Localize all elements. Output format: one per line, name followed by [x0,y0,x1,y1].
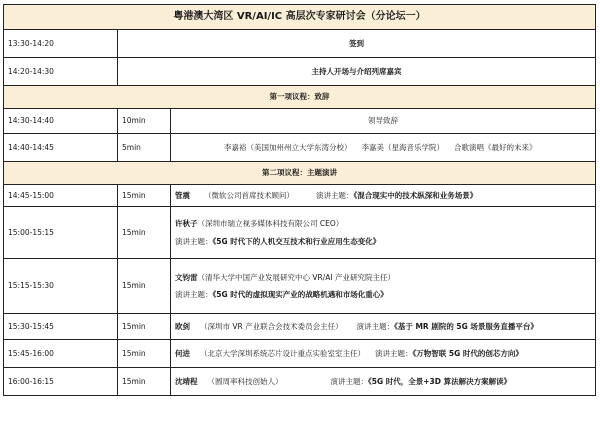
topic: 《5G 时代的虚拟现实产业的战略机遇和市场化重心》 [212,290,388,299]
title-row [4,5,596,30]
topic-label: 演讲主题： [330,376,368,386]
duration-cell: 15min [118,185,171,207]
content-cell: 签到 [118,30,596,58]
topic-label: 演讲主题： [175,236,213,246]
duration-cell: 5min [118,134,171,162]
topic-label: 演讲主题： [175,290,213,299]
duration-cell: 15min [118,340,171,368]
time-cell: 13:30-14:20 [4,30,118,58]
topic-label: 演讲主题： [316,190,354,200]
content-cell [171,134,596,162]
content-cell: 主持人开场与介绍列席嘉宾 [118,58,596,86]
time-cell: 16:00-16:15 [4,368,118,396]
section1-heading: 第一项议程：致辞 [4,86,596,109]
content-cell [171,314,596,340]
time-cell: 14:45-15:00 [4,185,118,207]
topic-label: 演讲主题： [375,348,413,358]
agenda-sheet [3,4,595,396]
time-cell: 15:00-15:15 [4,207,118,259]
topic: 《混合现实中的技术纵深和业务场景》 [353,190,478,200]
speaker-name: 管震 [175,190,190,200]
speaker-org: （深圳市瑞立视多媒体科技有限公司 CEO） [197,219,344,229]
speaker-name: 沈靖程 [175,376,198,386]
content-cell [171,259,596,314]
performance: 合歌演唱《最好的未来》 [454,142,537,152]
content-cell [171,207,596,259]
speaker-name: 文钧雷 [175,272,198,282]
content-cell [171,340,596,368]
section-heading-row [4,86,596,109]
agenda-row [4,134,596,162]
agenda-row [4,314,596,340]
agenda-row [4,185,596,207]
time-cell: 14:20-14:30 [4,58,118,86]
agenda-table [3,4,596,396]
duration-cell: 15min [118,368,171,396]
content-cell: 领导致辞 [171,109,596,134]
duration-cell: 15min [118,314,171,340]
topic: 《万物智联 5G 时代的创芯方向》 [412,348,523,358]
content-cell [171,368,596,396]
speaker-name: 何进 [175,348,190,358]
agenda-row [4,259,596,314]
agenda-row-opening [4,58,596,86]
agenda-row [4,368,596,396]
agenda-row [4,340,596,368]
speaker2: 李嘉美（星海音乐学院） [361,142,444,152]
content-cell [171,185,596,207]
agenda-title: 粤港澳大湾区 VR/AI/IC 高层次专家研讨会（分论坛一） [4,5,596,30]
speaker-org: （微软公司首席技术顾问） [204,190,294,200]
topic: 《5G 时代，全景+3D 算法解决方案解读》 [368,376,512,386]
speaker-name: 许秋子 [175,219,198,229]
time-cell: 14:40-14:45 [4,134,118,162]
duration-cell: 10min [118,109,171,134]
time-cell: 15:30-15:45 [4,314,118,340]
topic-label: 演讲主题： [356,321,395,331]
section-heading-row [4,162,596,185]
section2-heading: 第二项议程：主题演讲 [4,162,596,185]
time-cell: 14:30-14:40 [4,109,118,134]
duration-cell: 15min [118,207,171,259]
speaker-org: （深圳市 VR 产业联合会技术委员会主任） [200,321,343,331]
agenda-row [4,109,596,134]
speaker-name: 欧剑 [175,321,190,331]
agenda-row-checkin [4,30,596,58]
topic: 《基于 MR 剧院的 5G 场景服务直播平台》 [394,321,538,331]
speaker1: 李嘉裕（美国加州州立大学东湾分校） [224,142,352,152]
time-cell: 15:45-16:00 [4,340,118,368]
speaker-org: （北京大学深圳系统芯片设计重点实验室室主任） [200,348,365,358]
topic: 《5G 时代下的人机交互技术和行业应用生态变化》 [212,236,381,246]
agenda-row [4,207,596,259]
duration-cell: 15min [118,259,171,314]
time-cell: 15:15-15:30 [4,259,118,314]
speaker-org: （清华大学中国产业发展研究中心 VR/AI 产业研究院主任） [197,272,395,282]
speaker-org: （圆周率科技创始人） [207,376,283,386]
